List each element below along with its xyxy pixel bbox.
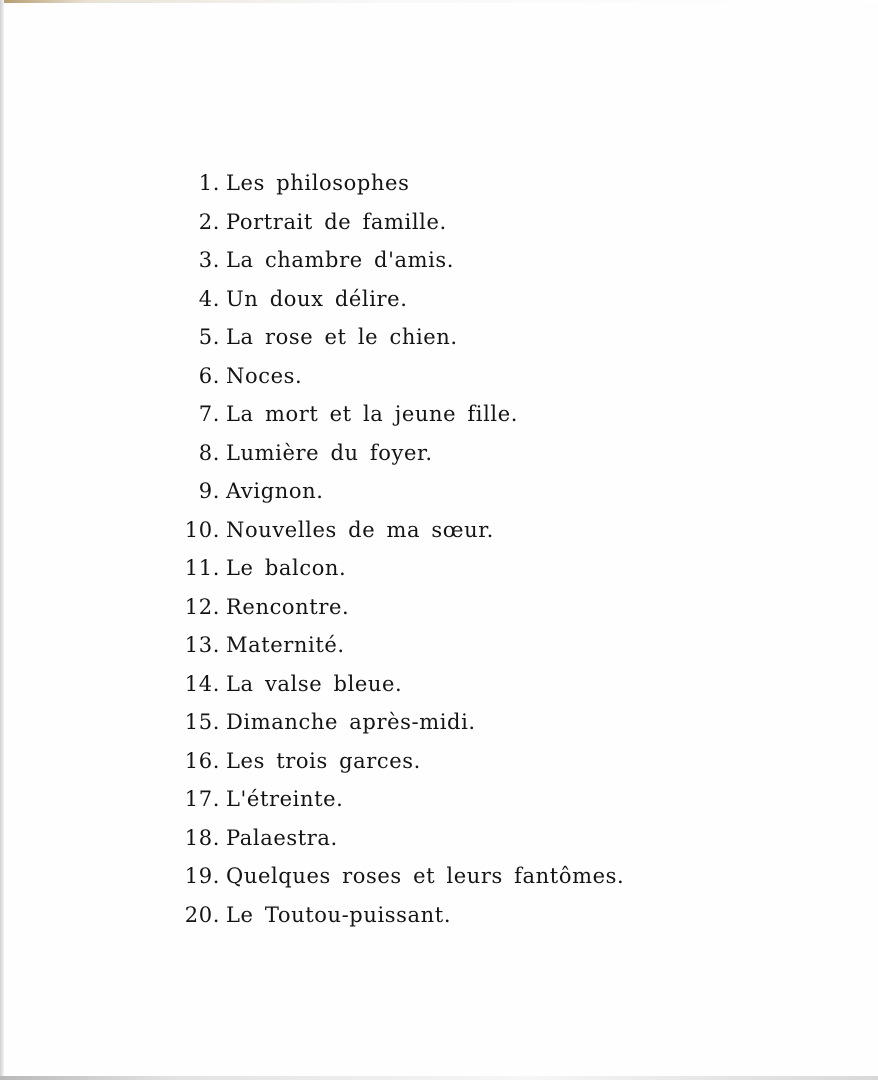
item-number: 9. <box>198 479 220 503</box>
item-title: Quelques roses et leurs fantômes. <box>226 864 625 888</box>
item-number: 15. <box>184 710 220 734</box>
item-title: L'étreinte. <box>226 787 344 811</box>
item-title: La rose et le chien. <box>226 325 458 349</box>
list-item <box>0 896 451 934</box>
item-number: 2. <box>198 209 220 234</box>
list-item <box>0 742 421 780</box>
list-item <box>0 203 447 241</box>
list-item <box>0 780 343 818</box>
item-title: Dimanche après-midi. <box>226 710 476 734</box>
item-title: Le balcon. <box>226 556 347 580</box>
item-title: Un doux délire. <box>226 286 408 311</box>
page-bottom-edge <box>0 1076 878 1080</box>
item-title: Lumière du foyer. <box>226 440 433 465</box>
item-number: 18. <box>184 825 220 850</box>
list-item <box>0 241 454 279</box>
list-item <box>0 819 338 857</box>
list-item <box>0 857 624 895</box>
list-item <box>0 395 518 433</box>
list-item <box>0 511 494 549</box>
item-number: 20. <box>184 902 220 927</box>
item-title: Portrait de famille. <box>226 209 447 234</box>
list-item <box>0 549 346 587</box>
item-title: Noces. <box>226 363 303 388</box>
item-title: Les trois garces. <box>226 748 421 773</box>
list-item <box>0 280 407 318</box>
item-title: Maternité. <box>226 633 345 657</box>
item-number: 5. <box>198 325 220 349</box>
item-title: Avignon. <box>226 479 324 503</box>
item-title: Rencontre. <box>226 594 350 619</box>
item-number: 14. <box>184 671 220 696</box>
item-number: 6. <box>198 363 220 388</box>
list-item <box>0 434 433 472</box>
item-title: La valse bleue. <box>226 671 403 696</box>
item-number: 16. <box>184 748 220 773</box>
item-number: 7. <box>198 402 220 426</box>
item-number: 10. <box>184 517 220 542</box>
item-title: Les philosophes <box>226 171 410 195</box>
item-title: Nouvelles de ma sœur. <box>226 517 494 542</box>
item-number: 12. <box>184 594 220 619</box>
item-number: 17. <box>184 787 220 811</box>
item-number: 4. <box>198 286 220 311</box>
item-title: Palaestra. <box>226 825 338 850</box>
list-item <box>0 588 349 626</box>
item-number: 8. <box>198 440 220 465</box>
item-number: 1. <box>198 171 220 195</box>
item-number: 19. <box>184 864 220 888</box>
item-number: 13. <box>184 633 220 657</box>
list-item <box>0 703 476 741</box>
list-item <box>0 665 402 703</box>
list-item <box>0 472 324 510</box>
list-item <box>0 357 302 395</box>
item-title: La mort et la jeune fille. <box>226 402 519 426</box>
item-number: 3. <box>198 248 220 272</box>
item-number: 11. <box>184 556 220 580</box>
list-item <box>0 318 458 356</box>
list-item <box>0 626 345 664</box>
item-title: La chambre d'amis. <box>226 248 455 272</box>
list-item <box>0 164 409 202</box>
item-title: Le Toutou-puissant. <box>226 902 452 927</box>
page-top-edge <box>0 0 878 3</box>
